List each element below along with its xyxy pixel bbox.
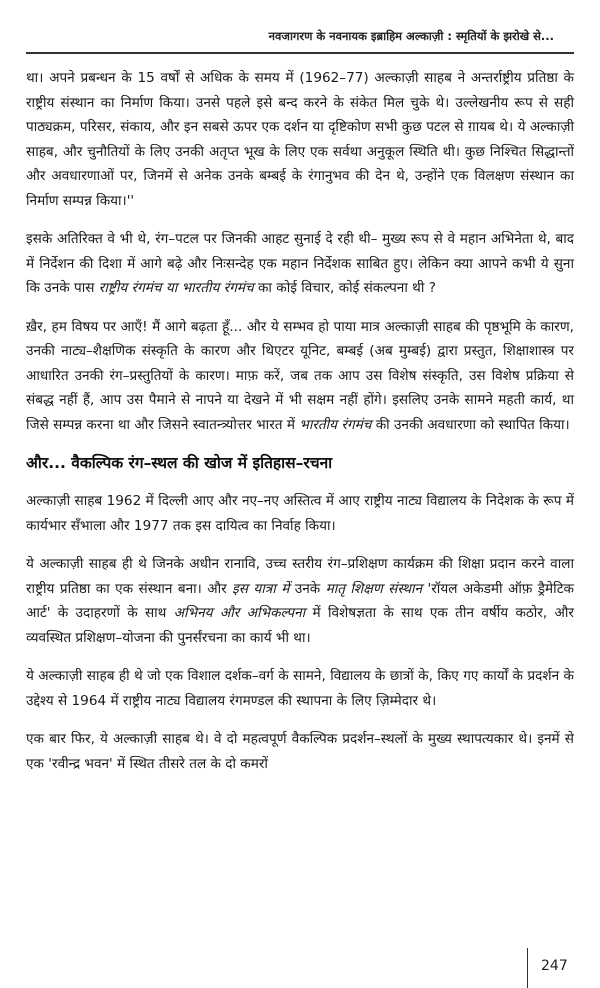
paragraph-2-text-b: का कोई विचार, कोई संकल्पना थी ?: [253, 280, 436, 296]
paragraph-5: [26, 552, 574, 650]
paragraph-3-text-b: की उनकी अवधारणा को स्थापित किया।: [371, 416, 570, 433]
paragraph-5-emphasis-3: अभिनय और अभिकल्पना: [173, 605, 306, 621]
page-body: [26, 66, 574, 790]
paragraph-5-text-b: उनके: [289, 580, 326, 597]
paragraph-2: [26, 227, 574, 301]
paragraph-2-text-a: इसके अतिरिक्त वे भी थे, रंग–पटल पर जिनकी आहट सुनाई दे रही थी– मुख्य रूप से वे महान अभिनेता थे, बाद में निर्देशन की दिशा में आगे बढ़े और निःसन्देह एक महान निर्देशक साबित हुए। लेकिन क्या आपने कभी ये सुना कि उनके पास: [26, 231, 574, 296]
paragraph-2-emphasis: राष्ट्रीय रंगमंच या भारतीय रंगमंच: [98, 280, 254, 296]
paragraph-5-text-c: 'रॉयल अकेडमी ऑफ़ ड्रैमेटिक आर्ट' के उदाहरणों के साथ: [26, 580, 574, 621]
paragraph-4: अल्काज़ी साहब 1962 में दिल्ली आए और नए–नए अस्तित्व में आए राष्ट्रीय नाट्य विद्यालय के निदेशक के रूप में कार्यभार सँभाला और 1977 तक इस दायित्व का निर्वाह किया।: [26, 493, 574, 534]
page-number-divider: [527, 948, 528, 988]
paragraph-5-text-d: में विशेषज्ञता के साथ एक तीन वर्षीय कठोर, और व्यवस्थित प्रशिक्षण–योजना की पुनर्संरचना का कार्य भी था।: [26, 605, 574, 646]
paragraph-7: एक बार फिर, ये अल्काज़ी साहब थे। वे दो महत्वपूर्ण वैकल्पिक प्रदर्शन–स्थलों के मुख्य स्थापत्यकार थे। इनमें से एक 'रवीन्द्र भवन' में स्थित तीसरे तल के दो कमरों: [26, 731, 574, 772]
header-divider: [26, 52, 574, 54]
paragraph-3: [26, 315, 574, 438]
paragraph-3-text-a: ख़ैर, हम विषय पर आएँ! मैं आगे बढ़ता हूँ... और ये सम्भव हो पाया मात्र अल्काज़ी साहब की पृष्ठभूमि के कारण, उनकी नाट्य–शैक्षणिक संस्कृति के कारण और थिएटर यूनिट, बम्बई (अब मुम्बई) द्वारा प्रस्तुत, शिक्षाशास्त्र पर आधारित उनकी रंग–प्रस्तुतियों के कारण। माफ़ करें, जब तक आप उस विशेष संस्कृति, उस विशेष प्रक्रिया से संबद्ध नहीं हैं, आप उस पैमाने से नापने या देखने में भी सक्षम नहीं होंगे। इसलिए उनके सामने महती कार्य, था जिसे सम्पन्न करना था और जिसने स्वातन्त्र्योत्तर भारत में: [26, 318, 574, 433]
page-number: 247: [541, 958, 568, 974]
paragraph-3-emphasis: भारतीय रंगमंच: [299, 416, 372, 433]
paragraph-6: ये अल्काज़ी साहब ही थे जो एक विशाल दर्शक–वर्ग के सामने, विद्यालय के छात्रों के, किए गए कार्यों के प्रदर्शन के उद्देश्य से 1964 में राष्ट्रीय नाट्य विद्यालय रंगमण्डल की स्थापना के लिए ज़िम्मेदार थे।: [26, 668, 574, 709]
paragraph-5-emphasis-2: मातृ शिक्षण संस्थान: [325, 580, 423, 597]
running-header: नवजागरण के नवनायक इब्राहिम अल्काज़ी : स्मृतियों के झरोखे से...: [268, 29, 554, 43]
paragraph-5-text-a: ये अल्काज़ी साहब ही थे जिनके अधीन रानावि, उच्च स्तरीय रंग–प्रशिक्षण कार्यक्रम की शिक्षा प्रदान करने वाला राष्ट्रीय प्रतिष्ठा का एक संस्थान बना। और: [26, 556, 574, 597]
paragraph-5-emphasis-1: इस यात्रा में: [232, 580, 290, 597]
paragraph-1: था। अपने प्रबन्धन के 15 वर्षों से अधिक के समय में (1962–77) अल्काज़ी साहब ने अन्तर्राष्ट्रीय प्रतिष्ठा के राष्ट्रीय संस्थान का निर्माण किया। उनसे पहले इसे बन्द करने के संकेत मिल चुके थे। उल्लेखनीय रूप से सही पाठ्यक्रम, परिसर, संकाय, और इन सबसे ऊपर एक दर्शन या दृष्टिकोण सभी कुछ पटल से ग़ायब थे। ये अल्काज़ी साहब, और चुनौतियों के लिए उनकी अतृप्त भूख के लिए एक सर्वथा अनुकूल स्थिति थी। कुछ निश्चित सिद्धान्तों और अवधारणाओं पर, जिनमें से अनेक उनके बम्बई के रंगानुभव की देन थे, उन्होंने एक विलक्षण संस्थान का निर्माण सम्पन्न किया।'': [26, 70, 574, 209]
section-heading: और... वैकल्पिक रंग–स्थल की खोज में इतिहास–रचना: [26, 454, 333, 472]
